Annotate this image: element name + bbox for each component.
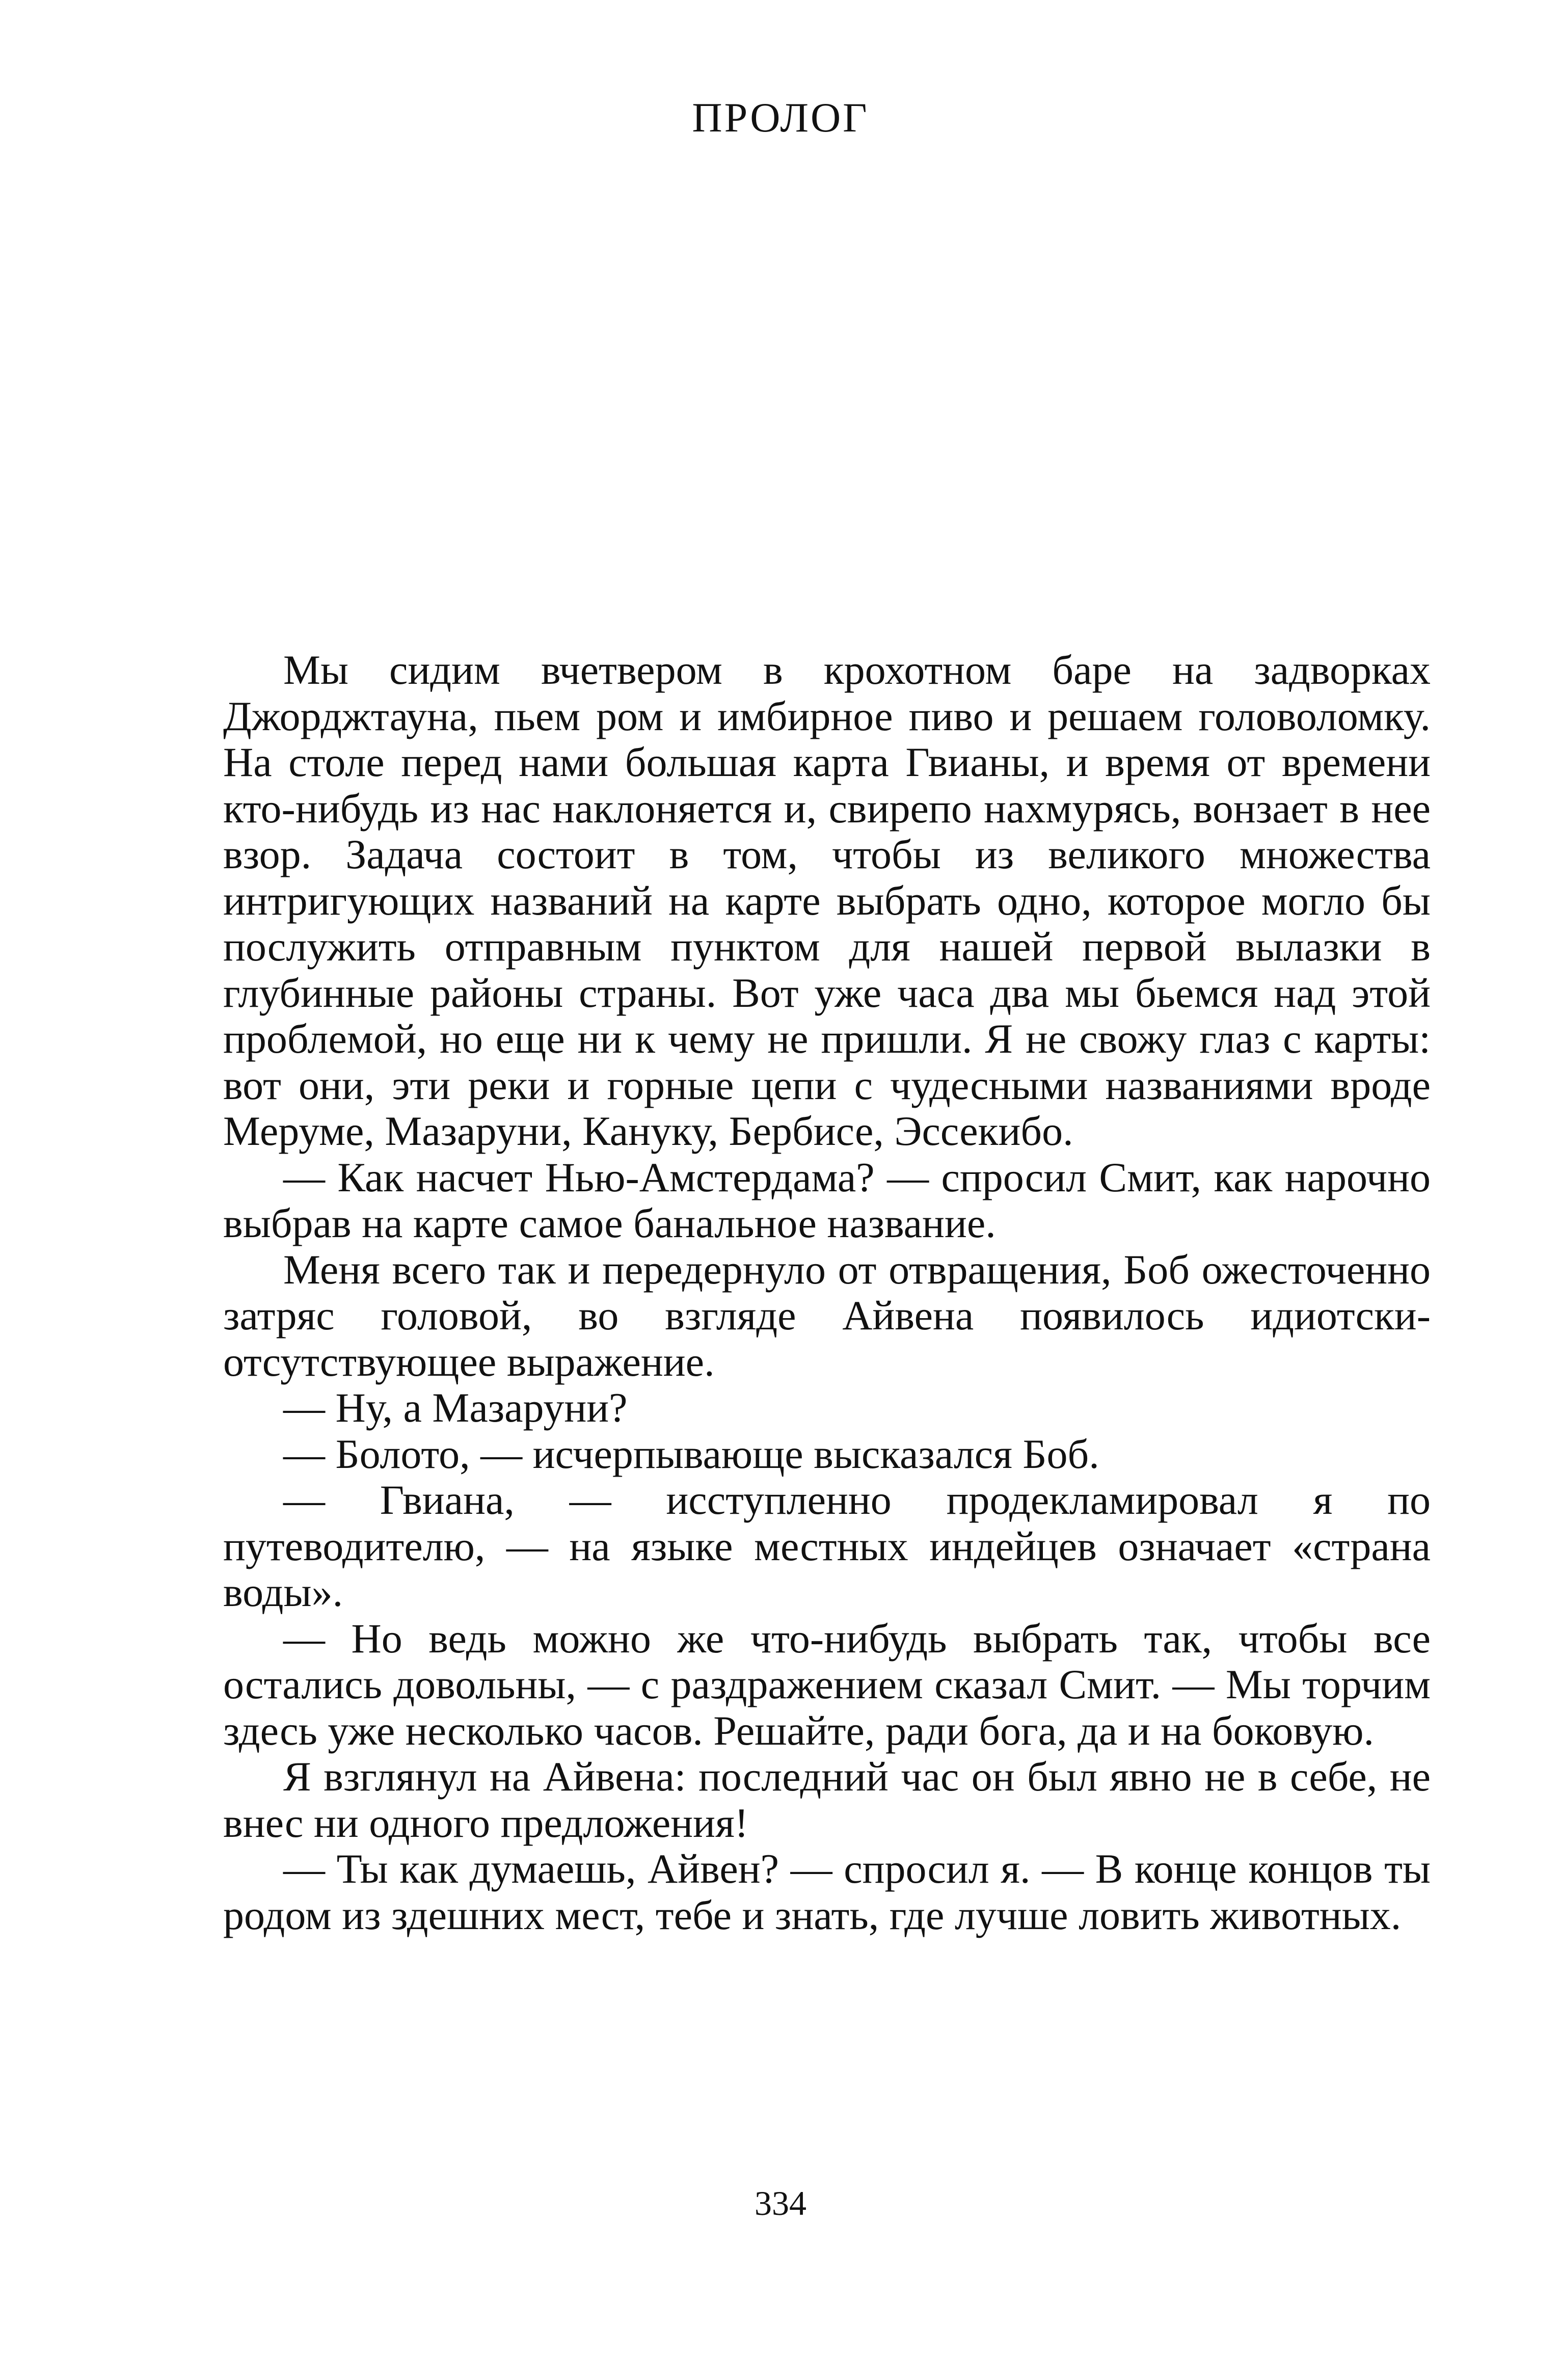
body-text — [223, 647, 1431, 1938]
paragraph-8: Я взглянул на Айвена: последний час он был явно не в себе, не внес ни одного предложения! — [223, 1753, 1431, 1846]
paragraph-9: — Ты как думаешь, Айвен? — спросил я. — В конце концов ты родом из здешних мест, тебе и знать, где лучше ловить животных. — [223, 1846, 1431, 1938]
paragraph-7: — Но ведь можно же что-нибудь выбрать так, чтобы все остались довольны, — с раздражением сказал Смит. — Мы торчим здесь уже несколько часов. Решайте, ради бога, да и на боковую. — [223, 1615, 1431, 1754]
paragraph-4: — Ну, а Мазаруни? — [283, 1384, 628, 1431]
paragraph-2: — Как насчет Нью-Амстердама? — спросил Смит, как нарочно выбрав на карте самое банальное название. — [223, 1154, 1431, 1246]
chapter-title: ПРОЛОГ — [692, 94, 869, 141]
paragraph-3: Меня всего так и передернуло от отвращения, Боб ожесточенно затряс головой, во взгляде Айвена появилось идиотски-отсутствующее выражение. — [223, 1246, 1431, 1385]
page-number: 334 — [755, 2184, 806, 2223]
paragraph-5: — Болото, — исчерпывающе высказался Боб. — [283, 1430, 1099, 1477]
paragraph-1: Мы сидим вчетвером в крохотном баре на задворках Джорджтауна, пьем ром и имбирное пиво и решаем головоломку. На столе перед нами большая карта Гвианы, и время от времени кто-нибудь из нас наклоняется и, свирепо нахмурясь, вонзает в нее взор. Задача состоит в том, чтобы из великого множества интригующих названий на карте выбрать одно, которое могло бы послужить отправным пунктом для нашей первой вылазки в глубинные районы страны. Вот уже часа два мы бьемся над этой проблемой, но еще ни к чему не пришли. Я не свожу глаз с карты: вот они, эти реки и горные цепи с чудесными названиями вроде Меруме, Мазаруни, Кануку, Бербисе, Эссекибо. — [223, 647, 1431, 1154]
paragraph-6: — Гвиана, — исступленно продекламировал я по путеводителю, — на языке местных индейцев означает «страна воды». — [223, 1477, 1431, 1615]
